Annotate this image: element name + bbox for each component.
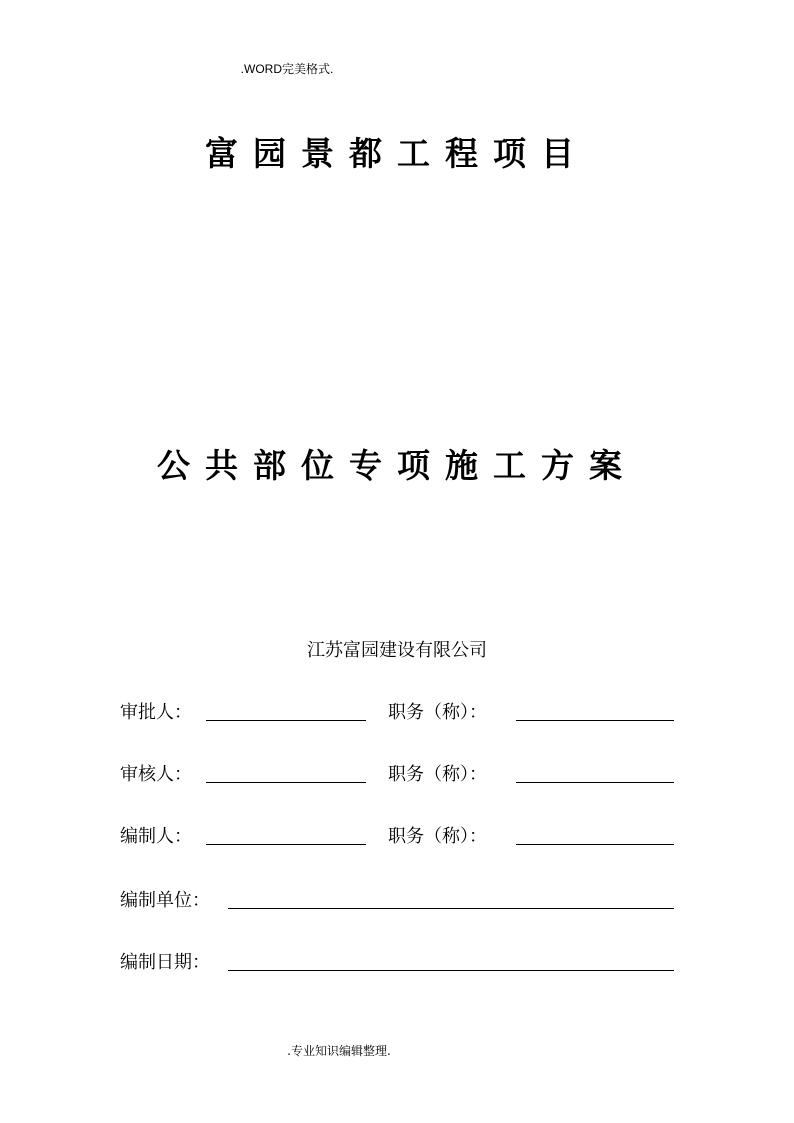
header-note: .WORD完美格式. [240, 62, 334, 76]
plan-title: 公共部位专项施工方案 [157, 446, 637, 485]
unit-label: 编制单位： [120, 890, 210, 911]
date-label: 编制日期： [120, 952, 210, 973]
compiler-label: 编制人： [120, 826, 192, 847]
reviewer-label: 审核人： [120, 764, 192, 785]
date-row [120, 948, 676, 976]
unit-row [120, 886, 676, 914]
approver-blank[interactable] [206, 698, 366, 721]
reviewer-blank[interactable] [206, 760, 366, 783]
unit-blank[interactable] [228, 886, 674, 909]
footer-note: .专业知识编辑整理. [287, 1044, 391, 1058]
compiler-title-label: 职务（称）： [388, 826, 487, 847]
company-name: 江苏富园建设有限公司 [307, 640, 487, 661]
approver-title-label: 职务（称）： [388, 702, 487, 723]
project-title: 富园景都工程项目 [205, 134, 589, 173]
compiler-title-blank[interactable] [516, 822, 674, 845]
reviewer-title-label: 职务（称）： [388, 764, 487, 785]
compiler-row [120, 822, 676, 850]
reviewer-title-blank[interactable] [516, 760, 674, 783]
approver-row [120, 698, 676, 726]
approver-title-blank[interactable] [516, 698, 674, 721]
date-blank[interactable] [228, 948, 674, 971]
compiler-blank[interactable] [206, 822, 366, 845]
reviewer-row [120, 760, 676, 788]
approver-label: 审批人： [120, 702, 192, 723]
